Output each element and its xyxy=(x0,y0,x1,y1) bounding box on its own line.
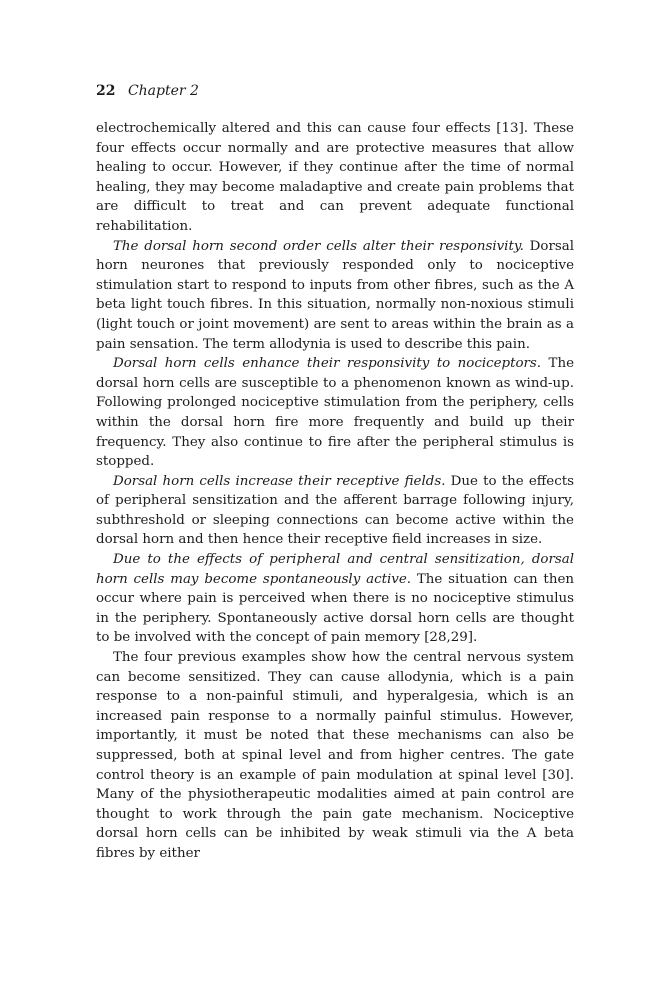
paragraph-text: The situation can then occur where pain is perceived when there is no nociceptive stimulus in the periphery. Spontaneously active dorsal horn cells are thought to be involved with the concept of pain memory [28,29]. xyxy=(96,571,574,646)
paragraph-text: The dorsal horn cells are susceptible to a phenomenon known as wind-up. Following prolonged nociceptive stimulation from the periphery, cells within the dorsal horn fire more frequently and build up their frequency. They also continue to fire after the peripheral stimulus is stopped. xyxy=(96,356,574,470)
running-header xyxy=(96,80,574,102)
paragraph-3 xyxy=(96,354,574,472)
chapter-label: Chapter 2 xyxy=(127,83,199,99)
book-page xyxy=(96,80,574,864)
page-number: 22 xyxy=(96,83,116,99)
paragraph-lead: Due to the effects of peripheral and central sensitization, dorsal horn cells may become spontaneously active. xyxy=(96,552,574,587)
paragraph-2 xyxy=(96,237,574,355)
paragraph-1 xyxy=(96,119,574,237)
paragraph-text: Due to the effects of peripheral sensitization and the afferent barrage following injury, subthreshold or sleeping connections can become active within the dorsal horn and then hence their receptive field increases in size. xyxy=(96,473,574,548)
paragraph-text: Dorsal horn neurones that previously responded only to nociceptive stimulation start to respond to inputs from other fibres, such as the A beta light touch fibres. In this situation, normally non-noxious stimuli (light touch or joint movement) are sent to areas within the brain as a pain sensation. The term allodynia is used to describe this pain. xyxy=(96,238,574,352)
paragraph-lead: The dorsal horn second order cells alter their responsivity. xyxy=(113,238,524,254)
paragraph-text: electrochemically altered and this can cause four effects [13]. These four effects occur normally and are protective measures that allow healing to occur. However, if they continue after the time of normal healing, they may become maladaptive and create pain problems that are difficult to treat and can prevent adequate functional rehabilitation. xyxy=(96,121,574,234)
paragraph-4 xyxy=(96,472,574,550)
paragraph-text: The four previous examples show how the central nervous system can become sensitized. They can cause allodynia, which is a pain response to a non-painful stimuli, and hyperalgesia, which is an increased pain response to a normally painful stimulus. However, importantly, it must be noted that these mechanisms can also be suppressed, both at spinal level and from higher centres. The gate control theory is an example of pain modulation at spinal level [30]. Many of the physiotherapeutic modalities aimed at pain control are thought to work through the pain gate mechanism. Nociceptive dorsal horn cells can be inhibited by weak stimuli via the A beta fibres by either xyxy=(96,650,574,861)
paragraph-6 xyxy=(96,648,574,864)
paragraph-5 xyxy=(96,550,574,648)
paragraph-lead: Dorsal horn cells enhance their responsivity to nociceptors. xyxy=(113,356,542,372)
body-text xyxy=(96,119,574,864)
paragraph-lead: Dorsal horn cells increase their receptive fields. xyxy=(113,473,446,489)
